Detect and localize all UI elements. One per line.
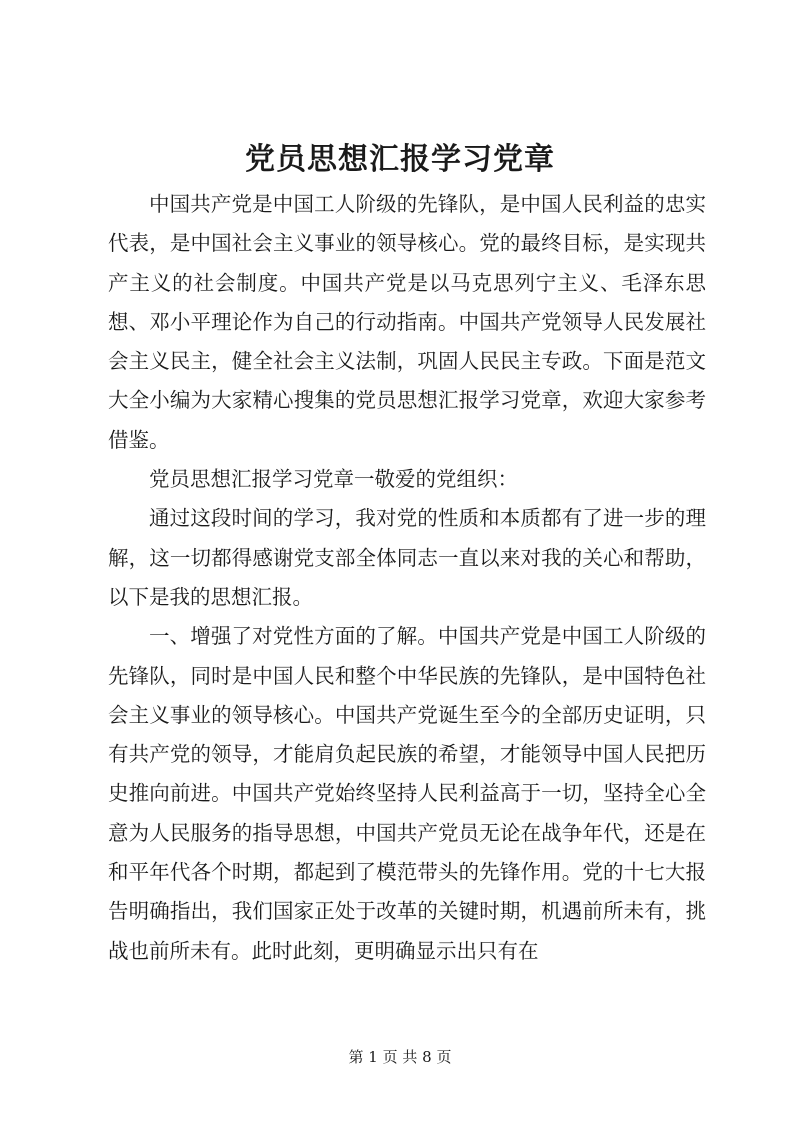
document-body [108,185,706,971]
paragraph-point-one: 一、增强了对党性方面的了解。中国共产党是中国工人阶级的先锋队，同时是中国人民和整个中华民族的先锋队，是中国特色社会主义事业的领导核心。中国共产党诞生至今的全部历史证明，只有共产党的领导，才能肩负起民族的希望，才能领导中国人民把历史推向前进。中国共产党始终坚持人民利益高于一切，坚持全心全意为人民服务的指导思想，中国共产党员无论在战争年代，还是在和平年代各个时期，都起到了模范带头的先锋作用。党的十七大报告明确指出，我们国家正处于改革的关键时期，机遇前所未有，挑战也前所未有。此时此刻，更明确显示出只有在 [108,624,706,963]
paragraph-intro: 中国共产党是中国工人阶级的先锋队，是中国人民利益的忠实代表，是中国社会主义事业的领导核心。党的最终目标，是实现共产主义的社会制度。中国共产党是以马克思列宁主义、毛泽东思想、邓小平理论作为自己的行动指南。中国共产党领导人民发展社会主义民主，健全社会主义法制，巩固人民民主专政。下面是范文大全小编为大家精心搜集的党员思想汇报学习党章，欢迎大家参考借鉴。 [108,192,706,452]
paragraph-salutation: 党员思想汇报学习党章一敬爱的党组织： [149,467,518,492]
page-footer: 第 1 页 共 8 页 [348,1048,452,1066]
document-title: 党员思想汇报学习党章 [245,142,555,177]
paragraph-opening: 通过这段时间的学习，我对党的性质和本质都有了进一步的理解，这一切都得感谢党支部全体同志一直以来对我的关心和帮助，以下是我的思想汇报。 [108,506,706,609]
